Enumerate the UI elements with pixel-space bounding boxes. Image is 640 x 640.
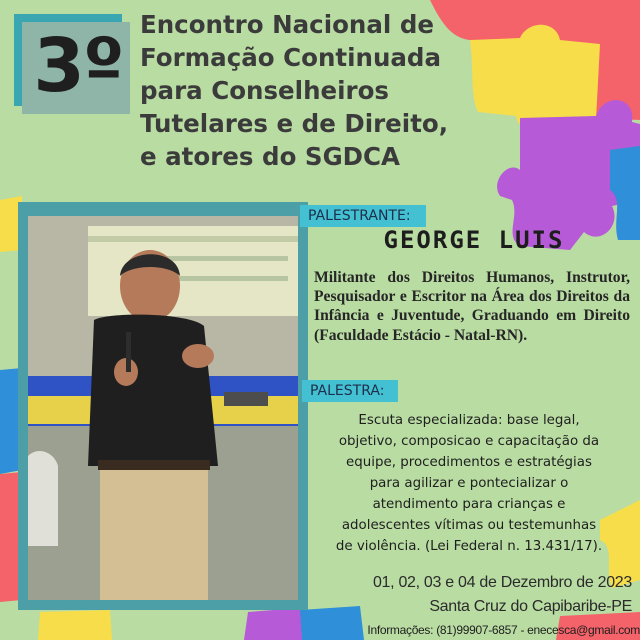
event-contact-info: Informações: (81)99907-6857 - enecesca@gmail.com xyxy=(367,623,640,637)
purple-puzzle-piece-bottom xyxy=(244,608,304,640)
event-title xyxy=(140,8,480,173)
talk-line: Escuta especializada: base legal, xyxy=(358,413,580,428)
edition-number: 3º xyxy=(33,23,123,109)
yellow-puzzle-piece-bottom-left xyxy=(38,610,112,640)
title-line: Tutelares e de Direito, xyxy=(140,109,449,138)
speaker-bio: Militante dos Direitos Humanos, Instrutor, Pesquisador e Escritor na Área dos Direitos da Infância e Juventude, Graduando em Direito (Faculdade Estácio - Natal-RN). xyxy=(314,269,630,344)
talk-line: atendimento para crianças e xyxy=(372,497,566,512)
title-line: Encontro Nacional de xyxy=(140,10,434,39)
talk-line: de violência. (Lei Federal n. 13.431/17). xyxy=(335,539,603,554)
event-place: Santa Cruz do Capibaribe-PE xyxy=(429,598,632,615)
title-line: para Conselheiros xyxy=(140,76,390,105)
talk-line: adolescentes vítimas ou testemunhas xyxy=(341,518,597,533)
talk-line: para agilizar e pontecializar o xyxy=(369,476,569,491)
speaker-photo-illustration xyxy=(28,216,298,600)
title-line: e atores do SGDCA xyxy=(140,142,400,171)
title-line: Formação Continuada xyxy=(140,43,441,72)
talk-label: PALESTRA: xyxy=(302,380,398,402)
speaker-photo xyxy=(28,216,298,600)
speaker-label: PALESTRANTE: xyxy=(300,205,426,227)
talk-line: objetivo, composicao e capacitação da xyxy=(338,434,600,449)
speaker-name: GEORGE LUIS xyxy=(383,226,565,254)
event-dates: 01, 02, 03 e 04 de Dezembro de 2023 xyxy=(372,574,632,591)
talk-description xyxy=(306,410,632,557)
talk-line: equipe, procedimentos e estratégias xyxy=(346,455,592,470)
